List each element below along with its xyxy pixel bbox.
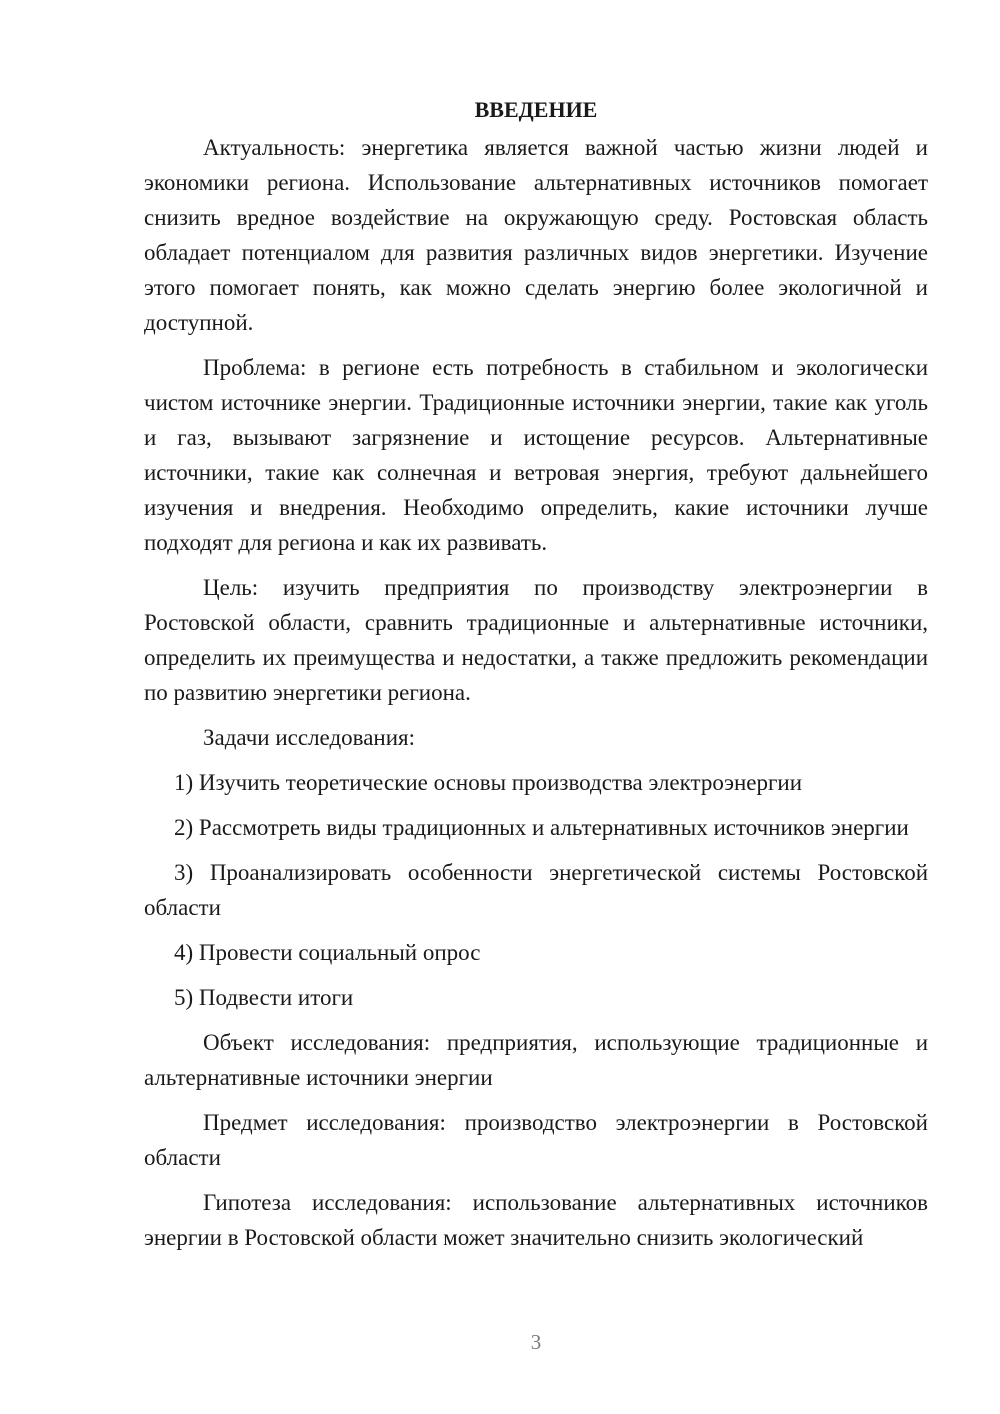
paragraph-object: Объект исследования: предприятия, использующие традиционные и альтернативные источники энергии (144, 1030, 928, 1090)
task-item: 3) Проанализировать особенности энергетической системы Ростовской области (144, 860, 928, 920)
paragraph-hypothesis: Гипотеза исследования: использование альтернативных источников энергии в Ростовской области может значительно снизить экологический (144, 1190, 928, 1250)
paragraph-relevance: Актуальность: энергетика является важной частью жизни людей и экономики региона. Использование альтернативных источников помогает снизить вредное воздействие на окружающую среду. Ростовская область обладает потенциалом для развития различных видов энергетики. Изучение этого помогает понять, как можно сделать энергию более экологичной и доступной. (144, 135, 928, 335)
paragraph-subject: Предмет исследования: производство электроэнергии в Ростовской области (144, 1110, 928, 1170)
paragraph-problem: Проблема: в регионе есть потребность в стабильном и экологически чистом источнике энергии. Традиционные источники энергии, такие как уголь и газ, вызывают загрязнение и истощение ресурсов. Альтернативные источники, такие как солнечная и ветровая энергия, требуют дальнейшего изучения и внедрения. Необходимо определить, какие источники лучше подходят для региона и как их развивать. (144, 355, 928, 555)
task-item: 2) Рассмотреть виды традиционных и альтернативных источников энергии (174, 815, 909, 840)
section-title: ВВЕДЕНИЕ (474, 97, 598, 122)
document-page (144, 92, 928, 1265)
task-item: 5) Подвести итоги (174, 985, 354, 1010)
tasks-heading: Задачи исследования: (203, 725, 416, 750)
page-number: 3 (530, 1330, 542, 1354)
task-item: 4) Провести социальный опрос (174, 940, 481, 965)
paragraph-goal: Цель: изучить предприятия по производству электроэнергии в Ростовской области, сравнить традиционные и альтернативные источники, определить их преимущества и недостатки, а также предложить рекомендации по развитию энергетики региона. (144, 575, 928, 705)
task-item: 1) Изучить теоретические основы производства электроэнергии (174, 770, 803, 795)
